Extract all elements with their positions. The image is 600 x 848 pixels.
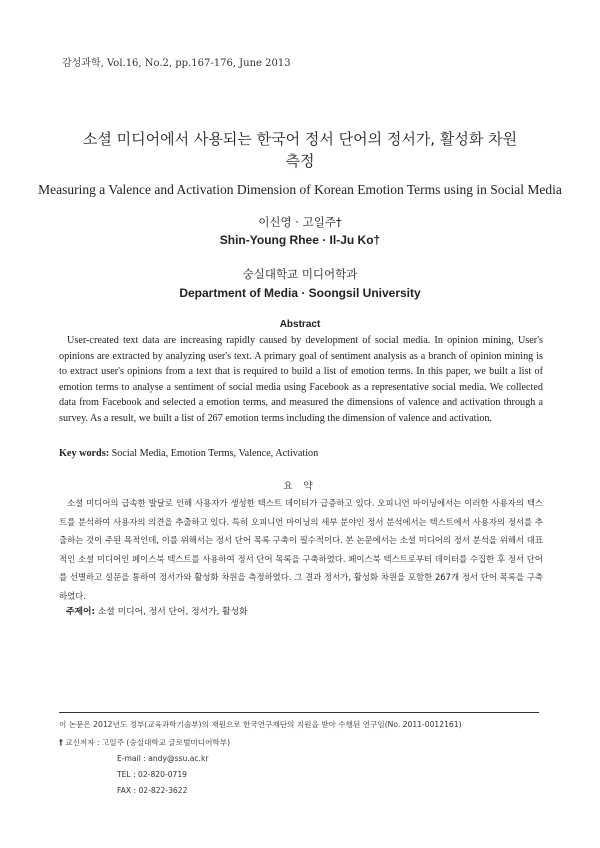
authors-english: Shin-Young Rhee · Il-Ju Ko† (219, 233, 381, 247)
authors-korean: 이신영 · 고일주† (258, 215, 342, 229)
summary-heading: 요 약 (283, 481, 317, 492)
footnote-divider (59, 712, 539, 713)
footnote-corresponding (59, 737, 230, 748)
title-korean (60, 128, 540, 172)
contact-tel: TEL : 02-820-0719 (117, 770, 188, 779)
footnote-funding: 이 논문은 2012년도 정부(교육과학기술부)의 재원으로 한국연구재단의 지원을 받아 수행된 연구임(No. 2011-0012161) (59, 720, 462, 729)
title-korean-line2: 측정 (285, 152, 315, 170)
corresponding-author: 교신저자 : 고일주 (숭실대학교 글로벌미디어학부) (65, 738, 231, 747)
contact-fax: FAX : 02-822-3622 (117, 786, 188, 795)
summary-body: 소셜 미디어의 급속한 발달로 인해 사용자가 생성한 텍스트 데이터가 급증하고 있다. 오피니언 마이닝에서는 이러한 사용자의 텍스트를 분석하여 사용자의 의견을 추출하고 있다. 특히 오피니언 마이닝의 세부 분야인 정서 분석에서는 텍스트에서 사용자의 정서를 추출하는 것이 주된 목적인데, 이를 위해서는 정서 단어 목록 구축이 필수적이다. 본 논문에서는 소셜 미디어의 정서 분석을 위해서 대표적인 소셜 미디어인 페이스북 텍스트를 사용하여 정서 단어 목록을 구축하였다. 페이스북 텍스트로부터 데이터를 수집한 후 정서 단어를 선별하고 설문을 통하여 정서가와 활성화 차원을 측정하였다. 그 결과 정서가, 활성화 차원을 포함한 267개 정서 단어 목록을 구축하였다. (59, 498, 543, 601)
keywords-label: Key words: (59, 448, 110, 459)
department-english: Department of Media · Soongsil University (179, 286, 421, 300)
keywords (59, 448, 543, 459)
abstract-heading: Abstract (279, 319, 321, 330)
title-korean-line1: 소셜 미디어에서 사용되는 한국어 정서 단어의 정서가, 활성화 차원 (82, 130, 518, 148)
contact-email: E-mail : andy@ssu.ac.kr (117, 754, 209, 763)
title-english: Measuring a Valence and Activation Dimension of Korean Emotion Terms using in Social Media (38, 182, 562, 197)
korean-keywords-text: 소셜 미디어, 정서 단어, 정서가, 활성화 (97, 607, 248, 617)
keywords-text: Social Media, Emotion Terms, Valence, Activation (111, 448, 319, 459)
abstract-body: User-created text data are increasing rapidly caused by development of social media. In opinion mining, User's opinions are extracted by analyzing user's text. A primary goal of sentiment analysis as a branch of opinion mining is to extract user's opinions from a text that is required to build a list of emotion terms. In this paper, we built a list of emotion terms to analyse a sentiment of social media using Facebook as a representative social media. We collected data from Facebook and selected a emotion terms, and measured the dimensions of valence and activation through a survey. As a result, we built a list of 267 emotion terms including the dimension of valence and activation. (59, 335, 543, 424)
journal-info: 감성과학, Vol.16, No.2, pp.167-176, June 2013 (62, 58, 291, 69)
korean-keywords (66, 604, 546, 617)
dagger-mark: † (59, 738, 63, 747)
department-korean: 숭실대학교 미디어학과 (242, 267, 358, 281)
korean-keywords-label: 주제어: (66, 607, 96, 617)
